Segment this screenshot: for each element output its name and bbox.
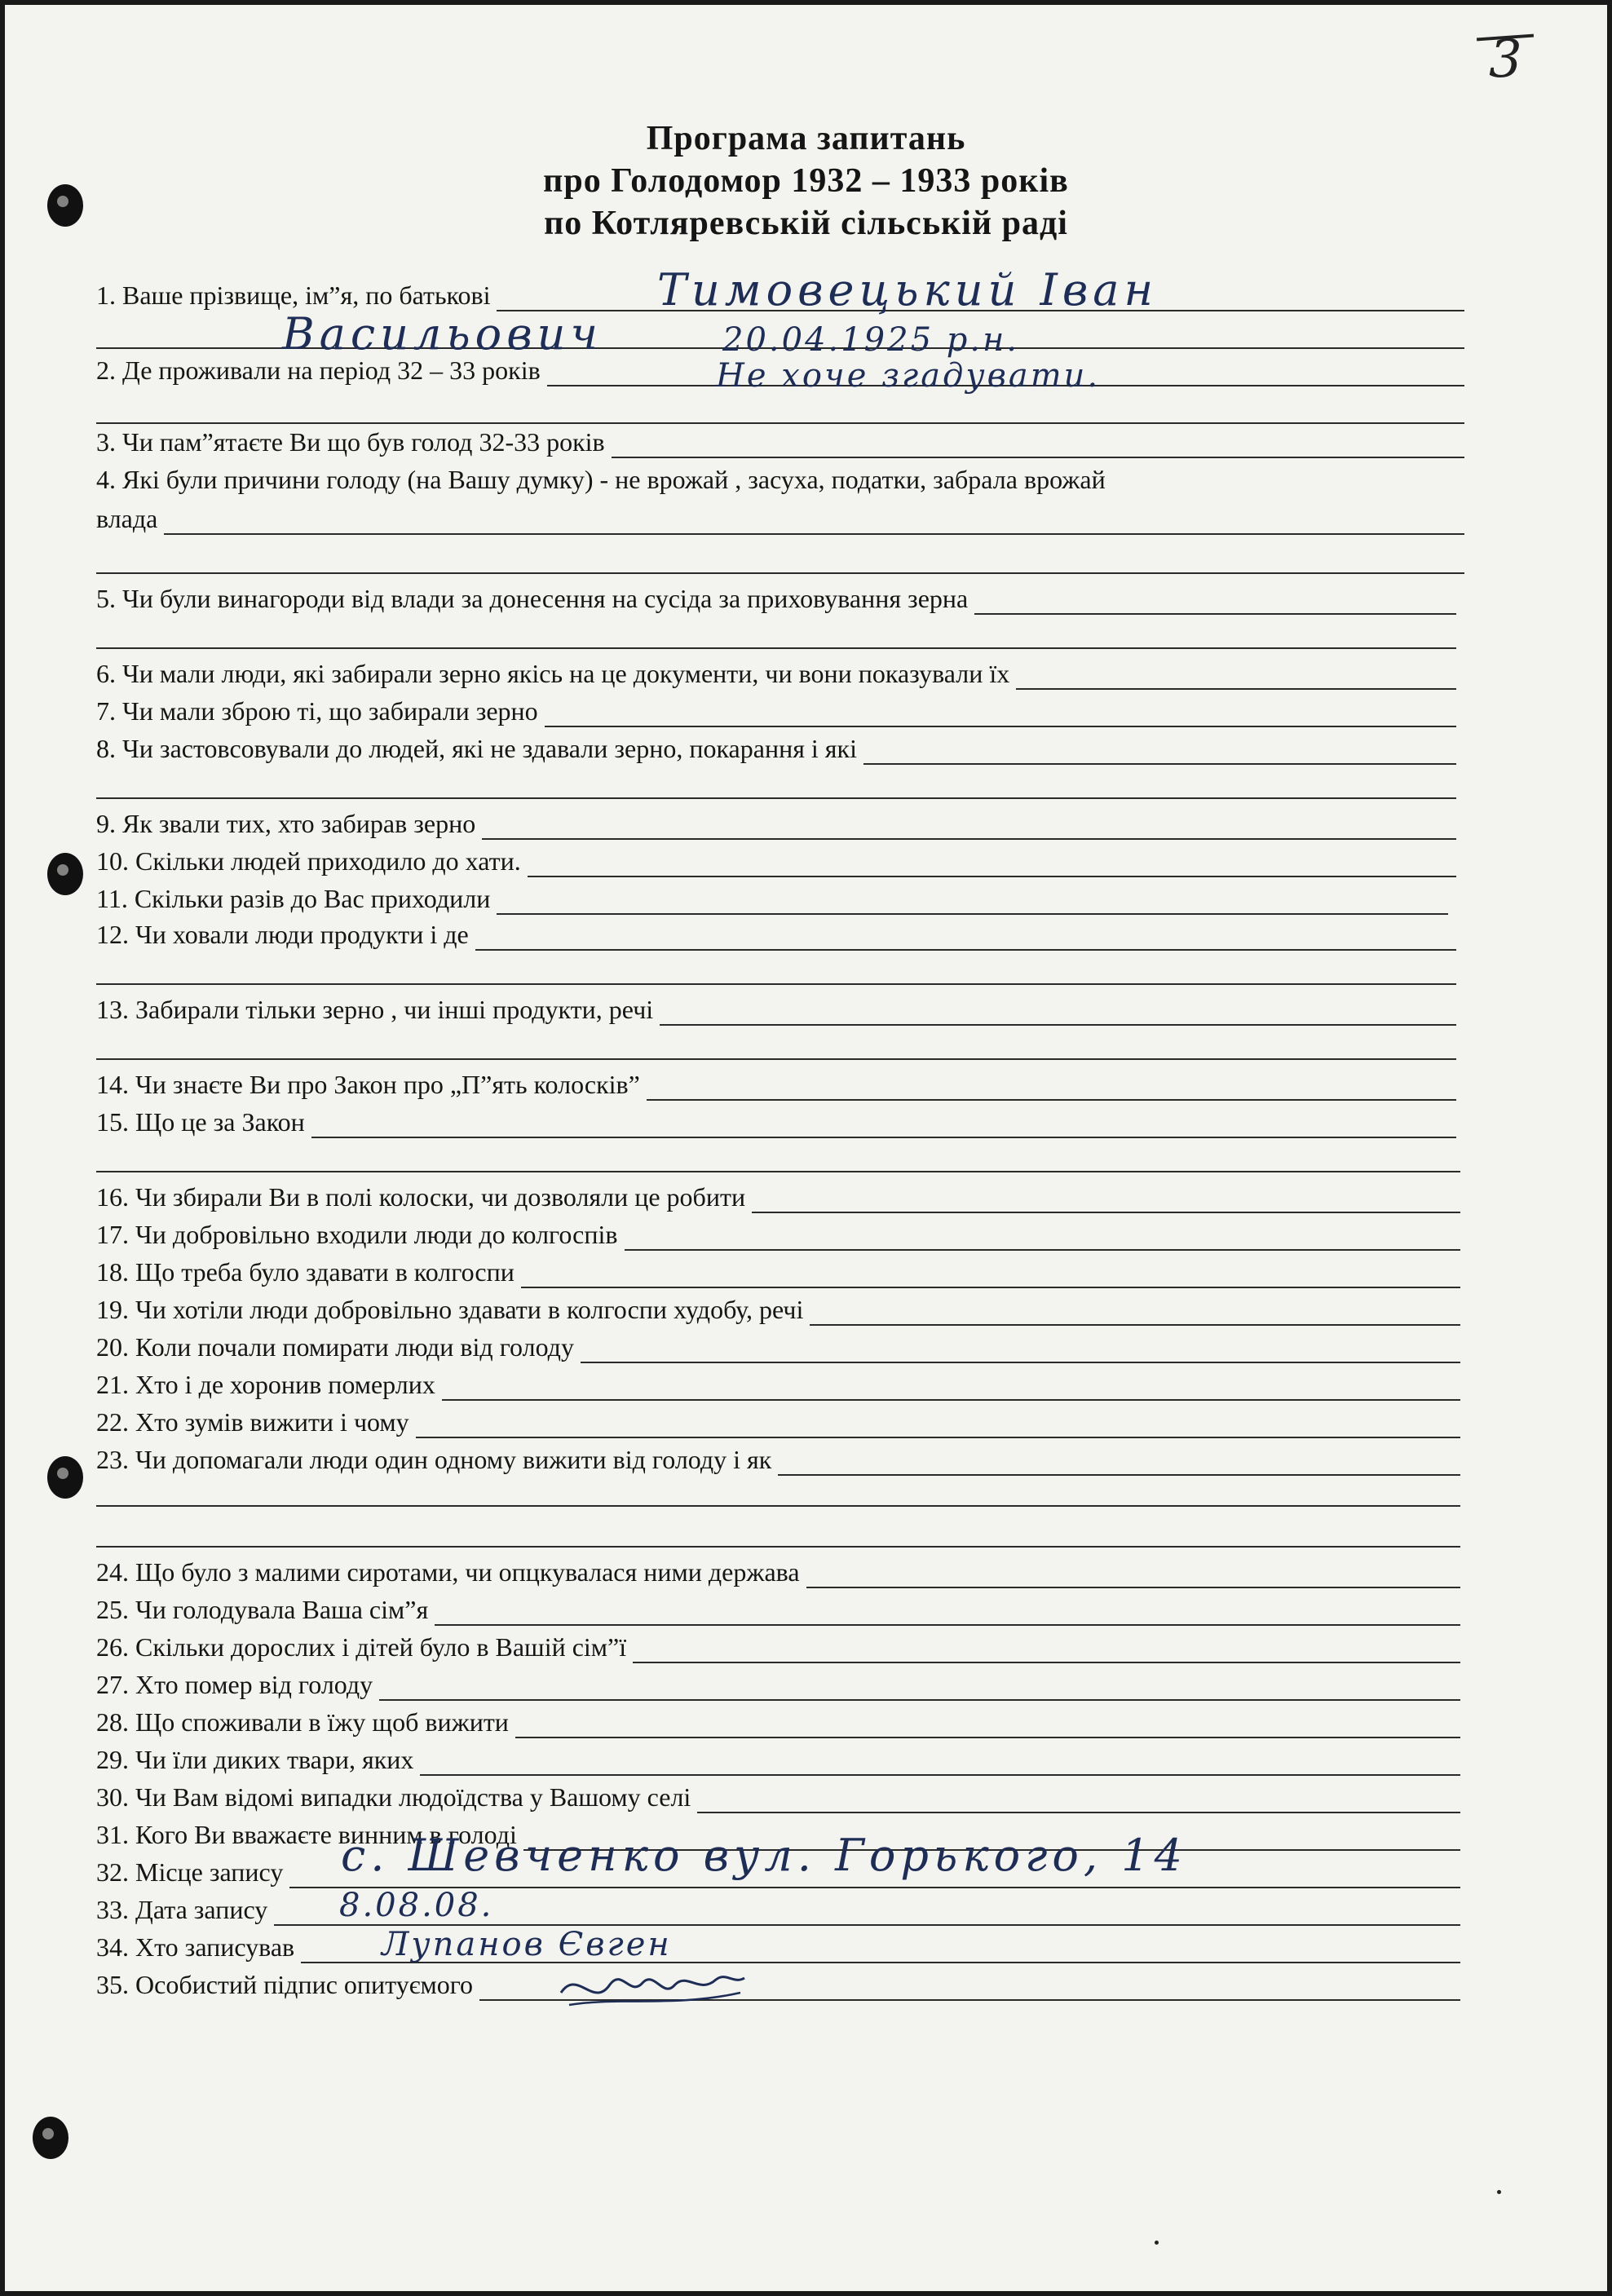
handwritten-name: Тимовецький Іван bbox=[657, 264, 1159, 316]
question-9: 9. Як звали тих, хто забирав зерно bbox=[96, 809, 476, 838]
answer-line bbox=[515, 1737, 1460, 1738]
title-line-2: про Голодомор 1932 – 1933 років bbox=[543, 162, 1069, 200]
question-27: 27. Хто помер від голоду bbox=[96, 1670, 373, 1699]
answer-line bbox=[806, 1587, 1460, 1588]
page-number: 3 bbox=[1489, 29, 1522, 90]
signature bbox=[553, 1960, 757, 2017]
question-16: 16. Чи збирали Ви в полі колоски, чи дозволяли це робити bbox=[96, 1182, 746, 1212]
question-10: 10. Скільки людей приходило до хати. bbox=[96, 846, 521, 876]
answer-line bbox=[96, 422, 1464, 424]
question-14: 14. Чи знаєте Ви про Закон про „П”ять колосків” bbox=[96, 1070, 640, 1099]
question-13: 13. Забирали тільки зерно , чи інші продукти, речі bbox=[96, 995, 654, 1024]
answer-line bbox=[497, 913, 1448, 915]
answer-line bbox=[96, 797, 1456, 799]
question-4: 4. Які були причини голоду (на Вашу думку) - не врожай , засуха, податки, забрала врожай bbox=[96, 465, 1106, 494]
handwritten-residence: Не хоче згадувати. bbox=[716, 357, 1101, 395]
answer-line bbox=[660, 1024, 1456, 1026]
answer-line bbox=[96, 1505, 1460, 1507]
question-19: 19. Чи хотіли люди добровільно здавати в колгоспи худобу, речі bbox=[96, 1295, 804, 1324]
question-15: 15. Що це за Закон bbox=[96, 1107, 305, 1137]
handwritten-birth-date: 20.04.1925 р.н. bbox=[722, 321, 1020, 359]
question-35: 35. Особистий підпис опитуємого bbox=[96, 1970, 474, 1999]
answer-line bbox=[612, 457, 1464, 458]
question-30: 30. Чи Вам відомі випадки людоїдства у Вашому селі bbox=[96, 1782, 691, 1812]
answer-line bbox=[545, 726, 1456, 727]
question-5: 5. Чи були винагороди від влади за донесення на сусіда за приховування зерна bbox=[96, 584, 969, 613]
question-21: 21. Хто і де хоронив померлих bbox=[96, 1370, 435, 1399]
answer-line bbox=[96, 647, 1456, 649]
questionnaire-sheet bbox=[5, 5, 1607, 2291]
handwritten-date: 8.08.08. bbox=[339, 1887, 494, 1924]
question-22: 22. Хто зумів вижити і чому bbox=[96, 1407, 409, 1437]
question-7: 7. Чи мали зброю ті, що забирали зерно bbox=[96, 696, 538, 726]
answer-line bbox=[1016, 688, 1456, 690]
question-12: 12. Чи ховали люди продукти і де bbox=[96, 920, 469, 949]
speck bbox=[1497, 2190, 1501, 2194]
answer-line bbox=[164, 533, 1464, 535]
question-23: 23. Чи допомагали люди один одному вижити від голоду і як bbox=[96, 1445, 772, 1474]
punch-hole bbox=[33, 2117, 68, 2159]
answer-line bbox=[96, 1058, 1456, 1060]
answer-line bbox=[96, 1171, 1460, 1172]
question-3: 3. Чи пам”ятаєте Ви що був голод 32-33 років bbox=[96, 427, 605, 457]
answer-line bbox=[482, 838, 1456, 840]
question-26: 26. Скільки дорослих і дітей було в Вашій сім”ї bbox=[96, 1632, 627, 1662]
answer-line bbox=[96, 572, 1464, 574]
question-33: 33. Дата запису bbox=[96, 1895, 268, 1924]
question-2: 2. Де проживали на період 32 – 33 років bbox=[96, 355, 541, 385]
answer-line bbox=[647, 1099, 1456, 1101]
answer-line bbox=[96, 983, 1456, 985]
answer-line bbox=[810, 1324, 1460, 1326]
answer-line bbox=[96, 1546, 1460, 1548]
answer-line bbox=[435, 1624, 1460, 1626]
question-11: 11. Скільки разів до Вас приходили bbox=[96, 884, 491, 913]
answer-line bbox=[752, 1212, 1460, 1213]
title-line-3: по Котляревській сільській раді bbox=[544, 205, 1068, 242]
answer-line bbox=[697, 1812, 1460, 1813]
speck bbox=[1155, 2241, 1159, 2245]
answer-line bbox=[581, 1362, 1460, 1363]
title-line-1: Програма запитань bbox=[646, 120, 966, 157]
question-25: 25. Чи голодувала Ваша сім”я bbox=[96, 1595, 429, 1624]
question-34: 34. Хто записував bbox=[96, 1932, 295, 1962]
answer-line bbox=[528, 876, 1456, 877]
answer-line bbox=[442, 1399, 1460, 1401]
answer-line bbox=[311, 1137, 1456, 1138]
handwritten-patronymic: Васильович bbox=[282, 308, 603, 360]
answer-line bbox=[625, 1249, 1460, 1251]
handwritten-recorder: Лупанов Євген bbox=[382, 1926, 672, 1963]
answer-line bbox=[521, 1287, 1460, 1288]
answer-line bbox=[974, 613, 1456, 615]
question-cont: влада bbox=[96, 504, 158, 533]
question-18: 18. Що треба було здавати в колгоспи bbox=[96, 1257, 515, 1287]
punch-hole bbox=[47, 1456, 83, 1499]
question-29: 29. Чи їли диких твари, яких bbox=[96, 1745, 414, 1774]
question-17: 17. Чи добровільно входили люди до колгоспів bbox=[96, 1220, 618, 1249]
answer-line bbox=[379, 1699, 1460, 1701]
question-28: 28. Що споживали в їжу щоб вижити bbox=[96, 1707, 509, 1737]
question-1: 1. Ваше прізвище, ім”я, по батькові bbox=[96, 280, 491, 310]
question-6: 6. Чи мали люди, які забирали зерно якісь на це документи, чи вони показували їх bbox=[96, 659, 1010, 688]
question-8: 8. Чи застовсовували до людей, які не здавали зерно, покарання і які bbox=[96, 734, 857, 763]
question-24: 24. Що було з малими сиротами, чи опцкувалася ними держава bbox=[96, 1557, 800, 1587]
question-32: 32. Місце запису bbox=[96, 1857, 284, 1887]
answer-line bbox=[475, 949, 1456, 951]
answer-line bbox=[416, 1437, 1460, 1438]
answer-line bbox=[778, 1474, 1460, 1476]
handwritten-place: с. Шевченко вул. Горького, 14 bbox=[341, 1830, 1187, 1881]
question-31: 31. Кого Ви вважаєте винним в голоді bbox=[96, 1820, 517, 1849]
question-20: 20. Коли почали помирати люди від голоду bbox=[96, 1332, 574, 1362]
punch-hole bbox=[47, 853, 83, 895]
answer-line bbox=[863, 763, 1456, 765]
answer-line bbox=[633, 1662, 1460, 1663]
answer-line bbox=[420, 1774, 1460, 1776]
